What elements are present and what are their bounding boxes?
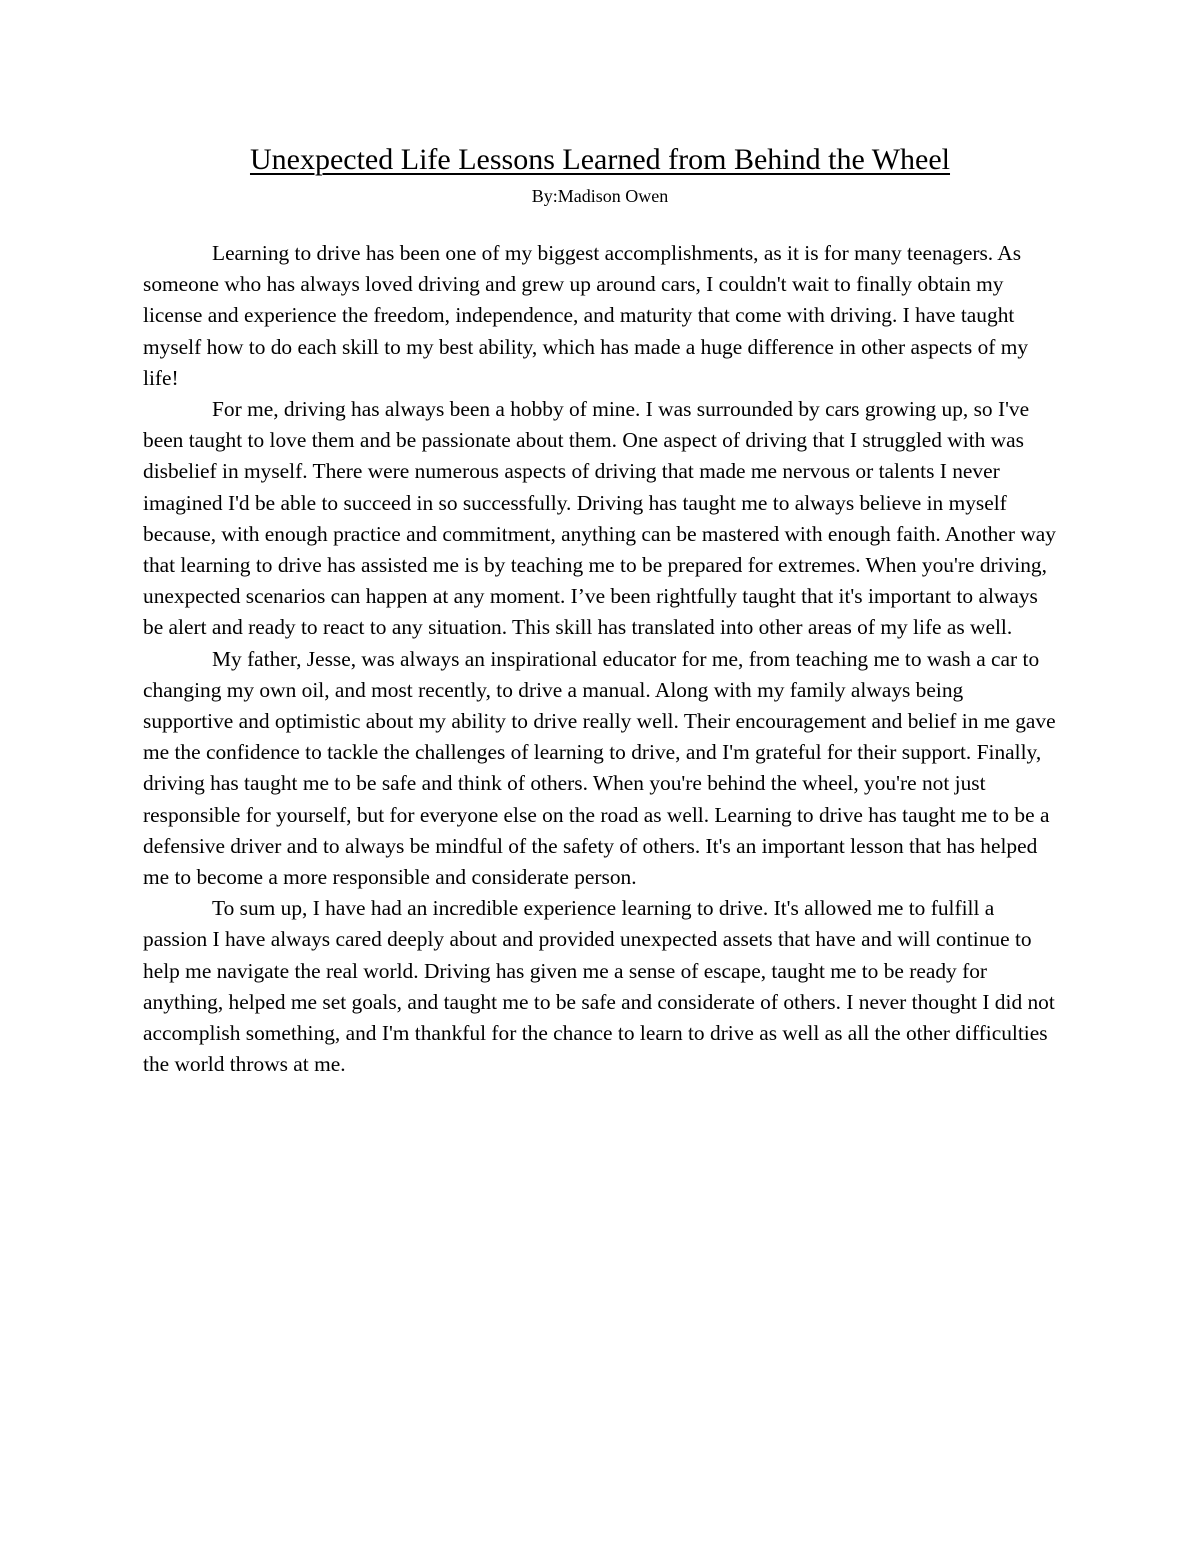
paragraph-2: For me, driving has always been a hobby of mine. I was surrounded by cars growing up, so I've been taught to love them and be passionate about them. One aspect of driving that I struggled with was disbelief in myself. There were numerous aspects of driving that made me nervous or talents I never imagined I'd be able to succeed in so successfully. Driving has taught me to always believe in myself because, with enough practice and commitment, anything can be mastered with enough faith. Another way that learning to drive has assisted me is by teaching me to be prepared for extremes. When you're driving, unexpected scenarios can happen at any moment. I’ve been rightfully taught that it's important to always be alert and ready to react to any situation. This skill has translated into other areas of my life as well.	[143, 397, 1056, 640]
author-byline: By:Madison Owen	[531, 186, 669, 206]
essay-body	[143, 238, 1057, 1080]
paragraph-3: My father, Jesse, was always an inspirational educator for me, from teaching me to wash a car to changing my own oil, and most recently, to drive a manual. Along with my family always being supportive and optimistic about my ability to drive really well. Their encouragement and belief in me gave me the confidence to tackle the challenges of learning to drive, and I'm grateful for their support. Finally, driving has taught me to be safe and think of others. When you're behind the wheel, you're not just responsible for yourself, but for everyone else on the road as well. Learning to drive has taught me to be a defensive driver and to always be mindful of the safety of others. It's an important lesson that has helped me to become a more responsible and considerate person.	[143, 646, 1056, 890]
document-title: Unexpected Life Lessons Learned from Behind the Wheel	[249, 143, 951, 176]
paragraph-1: Learning to drive has been one of my biggest accomplishments, as it is for many teenagers. As someone who has always loved driving and grew up around cars, I couldn't wait to finally obtain my license and experience the freedom, independence, and maturity that come with driving. I have taught myself how to do each skill to my best ability, which has made a huge difference in other aspects of my life!	[143, 241, 1029, 390]
paragraph-4: To sum up, I have had an incredible experience learning to drive. It's allowed me to fulfill a passion I have always cared deeply about and provided unexpected assets that have and will continue to help me navigate the real world. Driving has given me a sense of escape, taught me to be ready for anything, helped me set goals, and taught me to be safe and considerate of others. I never thought I did not accomplish something, and I'm thankful for the chance to learn to drive as well as all the other difficulties the world throws at me.	[143, 896, 1055, 1077]
